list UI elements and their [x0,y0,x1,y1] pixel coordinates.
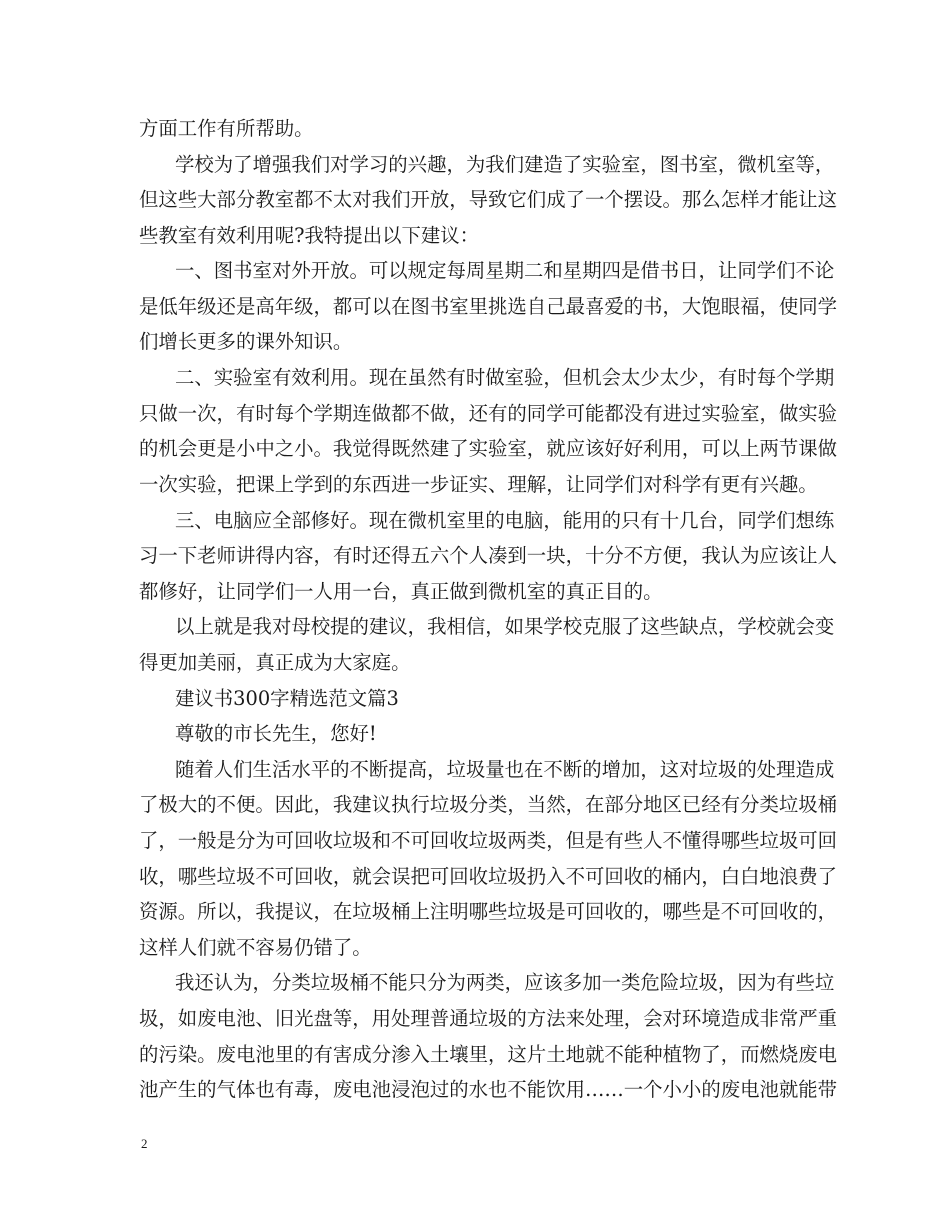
page-number: 2 [141,1136,148,1151]
text-line: 一、图书室对外开放。可以规定每周星期二和星期四是借书日，让同学们不论 [175,259,835,282]
text-line: 一次实验，把课上学到的东西进一步证实、理解，让同学们对科学有更有兴趣。 [139,473,818,496]
text-line: 学校为了增强我们对学习的兴趣，为我们建造了实验室，图书室，微机室等， [175,153,835,176]
text-line: 收，哪些垃圾不可回收，就会误把可回收垃圾扔入不可回收的桶内，白白地浪费了 [139,865,838,888]
text-line: 这样人们就不容易仍错了。 [139,936,372,959]
text-line: 得更加美丽，真正成为大家庭。 [139,651,411,674]
section-heading: 建议书300字精选范文篇3 [175,687,399,710]
text-line: 的机会更是小中之小。我觉得既然建了实验室，就应该好好利用，可以上两节课做 [139,437,838,460]
text-line: 的污染。废电池里的有害成分渗入土壤里，这片土地就不能种植物了，而燃烧废电 [139,1043,838,1066]
text-line: 只做一次，有时每个学期连做都不做，还有的同学可能都没有进过实验室，做实验 [139,402,838,425]
salutation: 尊敬的市长先生，您好! [175,722,377,745]
text-line: 但这些大部分教室都不太对我们开放，导致它们成了一个摆设。那么怎样才能让这 [139,188,838,211]
text-line: 我还认为，分类垃圾桶不能只分为两类，应该多加一类危险垃圾，因为有些垃 [175,971,835,994]
text-line: 圾，如废电池、旧光盘等，用处理普通垃圾的方法来处理，会对环境造成非常严重 [139,1007,838,1030]
text-line: 都修好，让同学们一人用一台，真正做到微机室的真正目的。 [139,580,663,603]
text-line: 以上就是我对母校提的建议，我相信，如果学校克服了这些缺点，学校就会变 [175,615,835,638]
text-line: 资源。所以，我提议，在垃圾桶上注明哪些垃圾是可回收的，哪些是不可回收的， [139,900,838,923]
text-line: 们增长更多的课外知识。 [139,330,353,353]
text-line: 习一下老师讲得内容，有时还得五六个人凑到一块，十分不方便，我认为应该让人 [139,544,838,567]
text-line: 方面工作有所帮助。 [139,117,314,140]
text-line: 三、电脑应全部修好。现在微机室里的电脑，能用的只有十几台，同学们想练 [175,509,835,532]
text-line: 了极大的不便。因此，我建议执行垃圾分类，当然，在部分地区已经有分类垃圾桶 [139,793,838,816]
text-line: 随着人们生活水平的不断提高，垃圾量也在不断的增加，这对垃圾的处理造成 [175,758,835,781]
text-line: 些教室有效利用呢?我特提出以下建议： [139,224,480,247]
text-line: 池产生的气体也有毒，废电池浸泡过的水也不能饮用……一个小小的废电池就能带 [139,1078,838,1101]
text-line: 是低年级还是高年级，都可以在图书室里挑选自己最喜爱的书，大饱眼福，使同学 [139,295,838,318]
text-line: 二、实验室有效利用。现在虽然有时做室验，但机会太少太少，有时每个学期 [175,366,835,389]
text-line: 了，一般是分为可回收垃圾和不可回收垃圾两类，但是有些人不懂得哪些垃圾可回 [139,829,838,852]
